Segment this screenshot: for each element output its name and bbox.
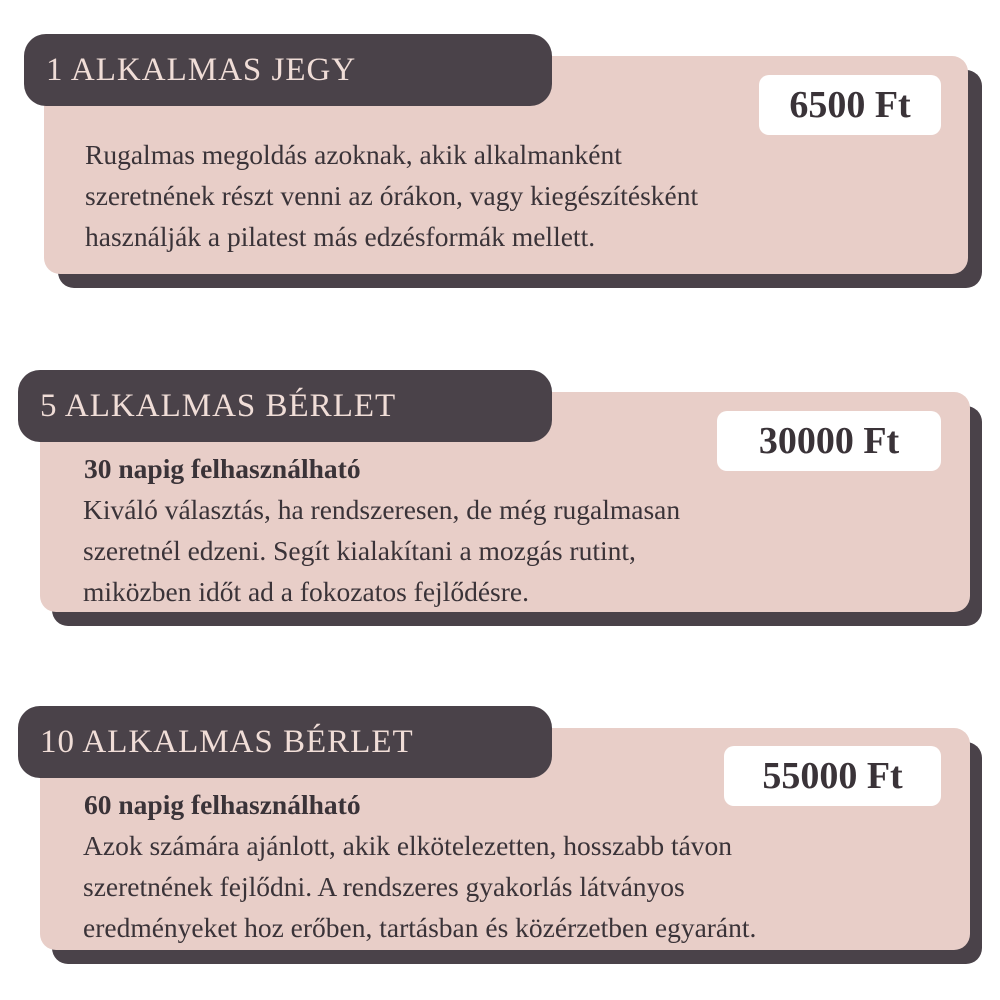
description-line: Rugalmas megoldás azoknak, akik alkalmanként: [85, 139, 622, 170]
price-badge: 6500 Ft: [759, 75, 941, 135]
card-title: 1 ALKALMAS JEGY: [24, 34, 552, 106]
description-line: Kiváló választás, ha rendszeresen, de még rugalmasan: [83, 494, 681, 525]
card-title: 10 ALKALMAS BÉRLET: [18, 706, 552, 778]
description-line: használják a pilatest más edzésformák mellett.: [85, 221, 596, 252]
validity-subtitle: 60 napig felhasználható: [84, 789, 361, 820]
card-title: 5 ALKALMAS BÉRLET: [18, 370, 552, 442]
card-description: [85, 134, 965, 257]
description-line: szeretnének fejlődni. A rendszeres gyakorlás látványos: [83, 871, 685, 902]
price-badge: 30000 Ft: [717, 411, 941, 471]
description-line: eredményeket hoz erőben, tartásban és közérzetben egyaránt.: [83, 912, 757, 943]
description-line: szeretnének részt venni az órákon, vagy kiegészítésként: [85, 180, 699, 211]
description-line: miközben időt ad a fokozatos fejlődésre.: [83, 576, 529, 607]
card-description: [84, 784, 974, 948]
description-line: szeretnél edzeni. Segít kialakítani a mozgás rutint,: [83, 535, 636, 566]
validity-subtitle: 30 napig felhasználható: [84, 453, 361, 484]
card-description: [84, 448, 964, 612]
description-line: Azok számára ajánlott, akik elkötelezetten, hosszabb távon: [83, 830, 733, 861]
price-badge: 55000 Ft: [724, 746, 941, 806]
